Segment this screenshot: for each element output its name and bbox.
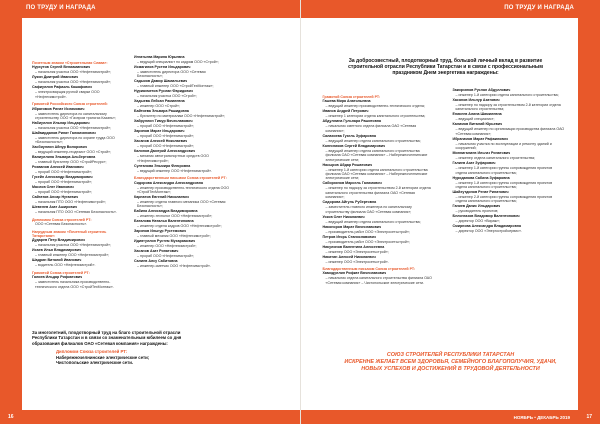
awardee-description: – главный инженер ООО «Нефтехимстрой»; (35, 253, 110, 258)
right-column-2 (453, 88, 565, 234)
awardee-description: – ведущий инженер по организации производства филиала ОАО «Сетевая компания»; (455, 127, 565, 136)
awardee-name: Усков Олег Николаевич (322, 214, 365, 219)
award-section-title: Благодарственным письмом Союза строителей РТ: (134, 176, 227, 181)
awardee-name: Садыков Дамир Шамильевич (134, 79, 188, 84)
awardee-name: Белоглазов Владимир Валентинович (452, 214, 520, 219)
awardee-name: Хамидуллин Рифкат Вячеславович (322, 271, 387, 276)
left-decree-item-2: Чистопольские электрические сети. (56, 360, 134, 366)
awardee-name: Никулинов Валентина Алексеевна (322, 244, 385, 249)
greeting-line-3: НОВЫХ УСПЕХОВ И ДОСТИЖЕНИЙ В ТРУДОВОЙ ДЕЯТЕЛЬНОСТИ (361, 366, 540, 373)
awardee-name: Калинов Дмитрий Александрович (134, 149, 196, 154)
awardee-name: Игнатьева Марина Юрьевна (134, 55, 185, 59)
awardee-description: – прораб ООО «Нефтехимстрой»; (35, 180, 93, 185)
awardee-name: Никитин Алексей Николаевич (322, 254, 376, 259)
awardee-description: – начальник участка по эксплуатации и ремонту зданий и сооружений; (455, 141, 552, 151)
left-decree-text: За многолетний, плодотворный труд на благо строительной отрасли Республики Татарстан и в связи со знаменательным юбилеем со дня образования филиалов ОАО «Сетевая компания» награждены: (32, 330, 182, 346)
awardee-description: – прораб ООО «Нефтехимстрой»; (137, 254, 195, 259)
awardee-name: Хайруллин Тимур Вячеславович (134, 119, 193, 124)
left-decree-section: Дипломом Союза строителей РТ: (56, 349, 128, 355)
awardee-description: – инженер ООО «Нефтехимстрой»; (137, 244, 197, 249)
awardee-description: – заместитель начальника производственно-технического отдела ООО «СтройТехМонтаж». (35, 280, 114, 289)
awardee-description: – главный инженер ООО «СтройТехМонтаж»; (137, 84, 214, 89)
awardee-name: Нуриахметов Руслан Фаридович (134, 89, 193, 94)
awardee-name: Салахиева Гузель Зуфаровна (322, 133, 376, 138)
awardee-name: Салиев Алсу Сабитовна (134, 259, 178, 264)
awardee-name: Никоноров Марат Вячеславович (322, 224, 382, 229)
awardee-description: – ведущий инженер отдела капитального строительства; (325, 219, 421, 224)
awardee-description: – директор ООО «Энергостройсервис». (455, 229, 522, 234)
awardee-name: Сабирзянов Марсель Галимович (322, 181, 382, 186)
awardee-name: Сайгатов Ансар Нугаевич (32, 195, 79, 200)
awardee-description: – заместитель директора по капитальному строительству ООО «Газпром трансгаз Казань»; (35, 111, 116, 121)
awardee-name: Гашева Мира Анатольевна (322, 99, 371, 104)
awardee-description: – водитель ООО «Нефтехимстрой». (35, 263, 96, 268)
award-section-title: Дипломом Союза строителей РТ: (32, 217, 92, 222)
left-outer-border (0, 0, 22, 424)
awardee-description: – прораб ООО «Нефтехимстрой»; (35, 170, 93, 175)
awardee-description: – инженер отдела кадров ООО «Нефтехимстрой»; (137, 224, 222, 229)
awardee-description: – главный бухгалтер ООО «СтройРесурс»; (35, 160, 107, 165)
awardee-description: – инженер отдела главного механика ООО «Сетевая Безопасность»; (137, 200, 226, 209)
right-page-number: 17 (586, 414, 592, 420)
awardee-description: – начальник участка ООО «Строй»; (137, 94, 197, 99)
awardee-description: – заместитель директора по охране труда ООО «Безопасность»; (35, 136, 115, 145)
award-section-title: Благодарственным письмом Союза строителей РТ: (322, 267, 416, 272)
awardee-name: Баталова Наталья Валентиновна (134, 219, 194, 224)
left-decree-item-1: Набережночелнинские электрические сети; (56, 354, 150, 360)
awardee-name: Идиятуллин Рустем Мухарамович (134, 239, 196, 244)
awardee-description: – ведущий специалист по кадрам ООО «Строй»; (137, 60, 219, 64)
awardee-name: Закирзянов Руслан Абдуллович (452, 88, 511, 92)
awardee-description: – начальник участка ООО «Нефтехимстрой»; (35, 126, 112, 131)
awardee-description: – инженер 1-й категории отдела капитального строительства филиала ОАО «Сетевая компания» – Набережночелнинские электрические сети; (325, 167, 428, 181)
right-page (301, 0, 600, 424)
awardee-description: – начальник участка ООО «Нефтехимстрой»; (35, 70, 112, 75)
awardee-description: – инженер производственно-технического отдела ООО «СтройТехМонтаж»; (137, 185, 230, 195)
awardee-name: Нурхутов Сергей Вениаминович (32, 65, 91, 70)
greeting-line-2: ИСКРЕННЕ ЖЕЛАЕТ ВСЕМ ЗДОРОВЬЯ, СЕМЕЙНОГО БЛАГОПОЛУЧИЯ, УДАЧИ, (344, 359, 557, 366)
awardee-name: Шевелев Азат Аширович (32, 205, 77, 210)
awardee-name: Шаймарданов Ринат Галимзянович (32, 131, 96, 136)
awardee-name: Ганиев Данис Ильдарович (452, 204, 501, 209)
awardee-name: Нуриданова Сабина Зуфаровна (452, 175, 510, 180)
awardee-description: – руководитель проектов; (455, 209, 499, 214)
awardee-description: – заместитель директора ООО «Сетевая Безопасность»; (137, 70, 206, 79)
awardee-description: – ведущий инженер отдела капитального строительства; (325, 138, 421, 143)
awardee-description: – прораб ООО «Нефтехимстрой»; (137, 124, 195, 129)
awardee-description: – инженер ООО «Строй»; (137, 104, 180, 109)
right-decree (341, 58, 551, 77)
awardee-name: Хасанов Азат Ринатович (134, 249, 179, 254)
awardee-description: – прораб ООО «Нефтехимстрой»; (137, 134, 195, 139)
awardee-name: Хасанов Алексей Николаевич (134, 139, 188, 144)
awardee-name: Карпатов Евгений Николаевич (134, 195, 189, 200)
award-section-title: Грамотой Российского Союза строителей: (32, 102, 108, 107)
awardee-name: Дударев Петр Владимирович (32, 238, 85, 243)
awardee-name: Набиуллин Ильнар Ильдарович (32, 121, 90, 126)
awardee-description: – инженер ООО «Электросетьстрой»; (325, 249, 389, 254)
awardee-description: – начальник сметного отдела филиала ОАО «Сетевая компания»; (325, 124, 417, 133)
awardee-name: Султанова Эльмира Флюровна (134, 163, 191, 168)
awardee-name: Галиев Ильдар Рифкатович (32, 275, 83, 280)
awardee-description: – главный механик ООО «Нефтехимстрой»; (137, 234, 211, 239)
award-section-title: Грамотой Союза строителей РТ: (322, 95, 381, 99)
awardee-description: – директор ООО «Вираж»; (455, 219, 500, 224)
left-column-2 (134, 55, 232, 269)
awardee-description: – ведущий специалист; (455, 117, 495, 122)
awardee-name: Зарипов Ильнур Рустемович (134, 229, 186, 234)
awardee-name: Маслов Олег Иванович (32, 185, 74, 190)
awardee-description: – ведущий инженер производственно-технического отдела; (325, 104, 425, 109)
awardee-name: Сидорова Александра Александровна (134, 180, 203, 185)
awardee-description: – прораб ООО «Нефтехимстрой»; (137, 144, 195, 149)
left-footer-bar (0, 410, 300, 424)
awardee-description: – производитель работ ООО «Электросетьстрой»; (325, 229, 410, 234)
awardee-name: Бабина Александра Владимировна (134, 209, 198, 214)
awardee-description: – начальник ПТО ООО «Нефтехимстрой»; (35, 200, 106, 205)
awardee-name: Миннигалиев Ильгиз Ринатович (452, 151, 511, 156)
awardee-name: Шадрин Виталий Иванович (32, 258, 82, 263)
awardee-description: – начальник отдела капитального строительства филиала ОАО «Сетевая компания» – Чистопольские электрические сети. (325, 276, 432, 285)
awardee-description: – электросварщик ручной сварки ООО «Нефтехимстрой». (35, 90, 100, 99)
awardee-name: Ризванов Алексей Иванович (32, 165, 84, 170)
awardee-name: Галиев Азат Зуфарович (452, 161, 496, 166)
left-header-title: ПО ТРУДУ И НАГРАДА (26, 5, 96, 11)
awardee-name: Калимов Виталий Юрьевич (452, 122, 503, 127)
awardee-name: Хасанов Ильнур Азатович (452, 98, 500, 102)
right-column-1 (323, 92, 435, 286)
awardee-description: – ведущий инженер ООО «Нефтехимстрой». (137, 168, 213, 173)
awardee-name: Петров Игорь Станиславович (322, 234, 376, 239)
awardee-name: Еникеев Алина Шамилевна (452, 112, 502, 117)
awardee-name: Насыров Айдар Ришатович (322, 162, 373, 167)
awardee-description: – прораб ООО «Нефтехимстрой»; (35, 190, 93, 195)
awardee-description: – инженер отдела капитального строительства; (455, 156, 535, 161)
awardee-name: Сидорова Айгуль Рубертовна (322, 200, 377, 205)
right-header-title: ПО ТРУДУ И НАГРАДА (504, 5, 574, 11)
awardee-name: Зарипов Марат Ильдарович (134, 129, 185, 134)
awardee-description: – инженер-сметчик ООО «Нефтехимстрой». (137, 264, 211, 269)
awardee-name: Шайхутдинов Ренат Ринатович (452, 190, 509, 195)
awardee-name: Абдуллина Гульнара Рашитовна (322, 119, 381, 124)
awardee-description: – начальник участка ООО «Нефтехимстрой»; (35, 243, 112, 248)
issue-label: НОЯБРЬ • ДЕКАБРЬ 2019 (513, 415, 570, 420)
awardee-name: Сафиуллин Рафаэль Кашафович (32, 85, 92, 90)
awardee-name: Иванов Андрей Петрович (322, 109, 369, 114)
awardee-description: – инженер 2-й категории группы сопровождения проектов отдела капитального строительства; (455, 195, 553, 204)
left-decree (32, 330, 192, 365)
awardee-name: Гусейн Александр Владимирович (32, 175, 93, 180)
awardee-description: – инженер 1-й категории группы сопровождения проектов отдела капитального строительства; (455, 166, 553, 175)
awardee-description: – инженер 1 категории отдела капитального строительства; (325, 114, 426, 119)
awardee-description: – инженер ООО «Электросетьстрой». (325, 259, 389, 264)
award-section-title: Грамотой Союза строителей РТ: (32, 270, 90, 275)
awardee-name: Ибрагимов Ринат Исламович (32, 106, 85, 111)
awardee-description: – производитель работ ООО «Электросетьстрой»; (325, 239, 410, 244)
right-decree-text: За добросовестный, плодотворный труд, большой личный вклад в развитие строительной отрасли Республики Татарстан и в связи с профессиональным праздником Днем энергетика награждены: (348, 58, 543, 77)
awardee-description: – инженер 1-й категории отдела капитального строительства; (455, 93, 559, 97)
awardee-description: – инженер 1-й категории группы сопровождения проектов отдела капитального строительства; (455, 180, 553, 190)
awardee-description: – начальник ПТО ООО «Сетевая Безопасность». (35, 210, 117, 215)
awardee-description: – инженер по надзору за строительством 2-й категории отдела капитального строительства; (455, 103, 561, 112)
awardee-description: ООО «Сетевая Безопасность». (35, 222, 88, 227)
awardee-name: Колесников Сергей Владимирович (322, 143, 386, 148)
awardee-description: – инженер-технолог ООО «Нефтехимстрой»; (137, 214, 213, 219)
awardee-description: – ведущий инженер-геодезист ООО «Строй»; (35, 150, 112, 155)
greeting-block (321, 352, 581, 374)
left-column-1 (32, 58, 128, 290)
awardee-name: Исмагилов Рустем Ильдарович (134, 65, 191, 69)
award-section-title: Нагрудным знаком «Почетный строитель Татарстана»: (32, 229, 107, 239)
awardee-name: Хасбиуллин Айнур Вилорович (32, 145, 87, 150)
greeting-line-1: СОЮЗ СТРОИТЕЛЕЙ РЕСПУБЛИКИ ТАТАРСТАН (386, 352, 515, 358)
awardee-name: Смирнова Александра Владимировна (452, 224, 521, 229)
awardee-description: – инженер по надзору за строительством 2-й категории отдела капитального строительства филиала ОАО «Сетевая компания»; (325, 186, 431, 200)
awardee-description: – ведущий инженер отдела капитального строительства филиала ОАО «Сетевая компания» – Набережночелнинские электрические сети; (325, 148, 428, 162)
awardee-description: – начальник участка ООО «Нефтехимстрой»; (35, 80, 112, 85)
awardee-name: Исаев Илья Владимирович (32, 248, 82, 253)
awardee-description: – бухгалтер по материалам ООО «Нефтехимстрой»; (137, 114, 226, 119)
awardee-description: – заместитель главного инженера по капитальному строительству филиала ОАО «Сетевая компания»; (325, 205, 412, 214)
left-page-number: 16 (8, 414, 14, 420)
awardee-name: Валиуллина Эльвира Альбертовна (32, 155, 96, 160)
awardee-description: – механик автотранспортных средств ООО «Нефтехимстрой»; (137, 154, 209, 163)
right-outer-border (578, 0, 600, 424)
awardee-name: Байтиева Эльвира Рашидовна (134, 109, 189, 114)
awardee-name: Ибрагимов Марат Рафаилович (452, 136, 508, 141)
awardee-name: Хадыева Лейсан Рамилевна (134, 99, 185, 104)
awardee-name: Лукин Дмитрий Иванович (32, 75, 79, 80)
award-section-title: Почетным знаком «Строительная Слава»: (32, 61, 108, 65)
